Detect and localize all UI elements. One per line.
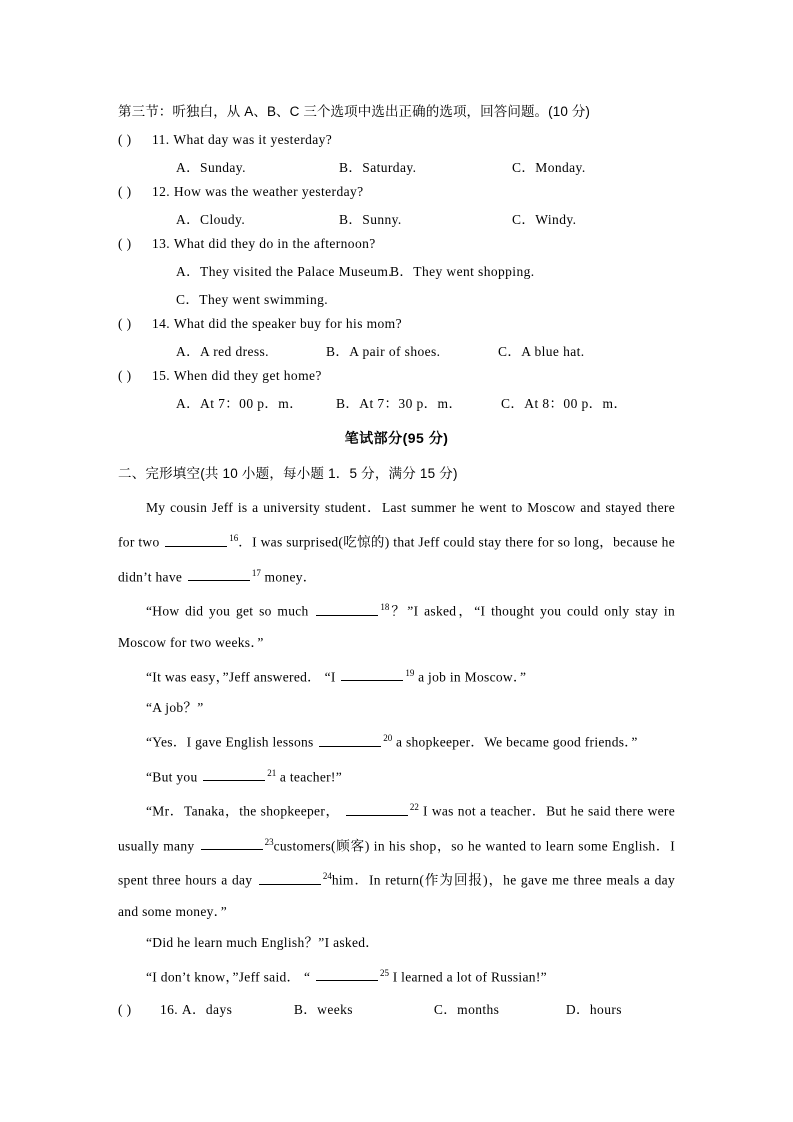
cloze-paragraph-4: “A job？” [146,700,204,715]
option-a[interactable]: A．At 7：00 p．m． [176,396,304,411]
cloze-paragraph-1 [118,492,675,592]
question-number: 11. [152,132,170,147]
option-c[interactable]: C．A blue hat. [498,344,585,359]
cloze-text: “It was easy，”Jeff answered． “I [146,669,336,684]
blank-number-21: 21 [267,767,277,778]
question-number: 12. [152,184,171,199]
question-12-options [118,208,675,228]
cloze-text: money． [264,569,317,584]
option-c[interactable]: C．They went swimming. [176,292,329,307]
cloze-paragraph-2 [118,592,675,658]
answer-bracket[interactable]: ( ) [118,184,132,199]
cloze-text: ？”I asked，“I thought you could only stay in Moscow for two weeks．” [118,603,675,650]
option-b[interactable]: B．A pair of shoes. [326,344,441,359]
cloze-text: I was not a teacher．But he said there were usually many [118,803,676,853]
cloze-blank-18[interactable] [316,615,378,616]
cloze-blank-21[interactable] [203,780,265,781]
cloze-blank-20[interactable] [319,746,381,747]
blank-number-24: 24 [322,871,332,881]
cloze-paragraph-9 [118,958,675,993]
answer-bracket[interactable]: ( ) [118,368,132,383]
cloze-text: a shopkeeper．We became good friends．” [395,734,638,750]
cloze-part-heading: 二、完形填空(共 10 小题，每小题 1．5 分，满分 15 分) [118,466,458,481]
question-stem: What did they do in the afternoon? [173,236,376,251]
question-13 [118,236,675,252]
blank-number-16: 16 [229,533,239,543]
cloze-text: “But you [146,769,198,784]
question-11 [118,132,675,148]
question-11-options [118,156,675,176]
option-b[interactable]: B．They went shopping. [390,264,535,279]
question-number: 15. [152,368,171,383]
option-a[interactable]: A．Cloudy. [176,212,246,227]
cloze-text: ．I was surprised(吃惊的) that Jeff could stay there for so long，because he didn’t have [118,534,676,584]
option-a[interactable]: A．days [181,1002,233,1017]
question-stem: What day was it yesterday? [173,132,333,147]
question-13-options-row2 [118,288,675,308]
blank-number-17: 17 [251,567,261,578]
option-c[interactable]: C．Windy. [512,212,577,227]
question-stem: When did they get home? [173,368,322,383]
question-number: 14. [152,316,171,331]
answer-bracket[interactable]: ( ) [118,236,132,251]
cloze-text: My cousin Jeff is a university student．Last summer he went to Moscow and stayed there for two [118,500,675,550]
cloze-paragraph-8: “Did he learn much English？”I asked． [146,934,380,950]
blank-number-18: 18 [380,602,390,612]
cloze-text: I learned a lot of Russian!” [392,969,547,984]
option-a[interactable]: A．A red dress. [176,344,269,359]
cloze-blank-22[interactable] [346,815,408,816]
written-part-title: 笔试部分(95 分) [344,430,449,446]
question-stem: What did the speaker buy for his mom? [173,316,402,331]
cloze-blank-23[interactable] [201,849,263,850]
question-16 [118,998,675,1018]
cloze-text: customers(顾客) in his shop，so he wanted to learn some English．I spent three hours a day [118,838,675,888]
listening-section-heading: 第三节：听独白，从 A、B、C 三个选项中选出正确的选项，回答问题。(10 分) [118,104,591,119]
answer-bracket[interactable]: ( ) [118,1002,132,1017]
cloze-text: “Yes．I gave English lessons [146,734,314,750]
option-b[interactable]: B．Saturday. [339,160,417,175]
cloze-blank-16[interactable] [165,546,227,547]
cloze-text: him．In return(作为回报)，he gave me three meals a day and some money．” [118,872,675,919]
blank-number-20: 20 [383,733,393,743]
cloze-text: a teacher!” [279,769,343,784]
cloze-text: “I don’t know，”Jeff said． “ [146,969,311,984]
question-13-options-row1 [118,260,675,280]
option-b[interactable]: B．At 7：30 p．m． [336,396,463,411]
cloze-text: a job in Moscow．” [418,669,527,684]
cloze-blank-25[interactable] [316,980,378,981]
blank-number-23: 23 [264,836,274,847]
option-a[interactable]: A．Sunday. [176,160,246,175]
cloze-paragraph-7 [118,792,675,927]
option-b[interactable]: B．Sunny. [339,212,402,227]
answer-bracket[interactable]: ( ) [118,316,132,331]
question-15-options [118,392,675,412]
question-number: 13. [152,236,171,251]
option-a[interactable]: A．They visited the Palace Museum. [176,264,393,279]
cloze-paragraph-6 [118,758,675,793]
question-stem: How was the weather yesterday? [173,184,364,199]
question-14 [118,316,675,332]
cloze-paragraph-5 [118,723,675,758]
question-number: 16. [160,1002,179,1017]
option-c[interactable]: C．Monday. [512,160,586,175]
question-15 [118,368,675,384]
blank-number-22: 22 [409,802,419,812]
cloze-text: “How did you get so much [146,603,309,619]
cloze-paragraph-3 [118,658,675,693]
cloze-blank-24[interactable] [259,884,321,885]
answer-bracket[interactable]: ( ) [118,132,132,147]
cloze-blank-19[interactable] [341,680,403,681]
option-d[interactable]: D．hours [565,1002,622,1017]
question-12 [118,184,675,200]
question-14-options [118,340,675,360]
blank-number-19: 19 [405,667,415,678]
cloze-blank-17[interactable] [188,580,250,581]
blank-number-25: 25 [380,967,389,978]
option-c[interactable]: C．months [433,1002,500,1017]
option-c[interactable]: C．At 8：00 p．m． [501,396,628,411]
option-b[interactable]: B．weeks [293,1002,353,1017]
cloze-text: “Mr．Tanaka，the shopkeeper， [146,803,340,819]
